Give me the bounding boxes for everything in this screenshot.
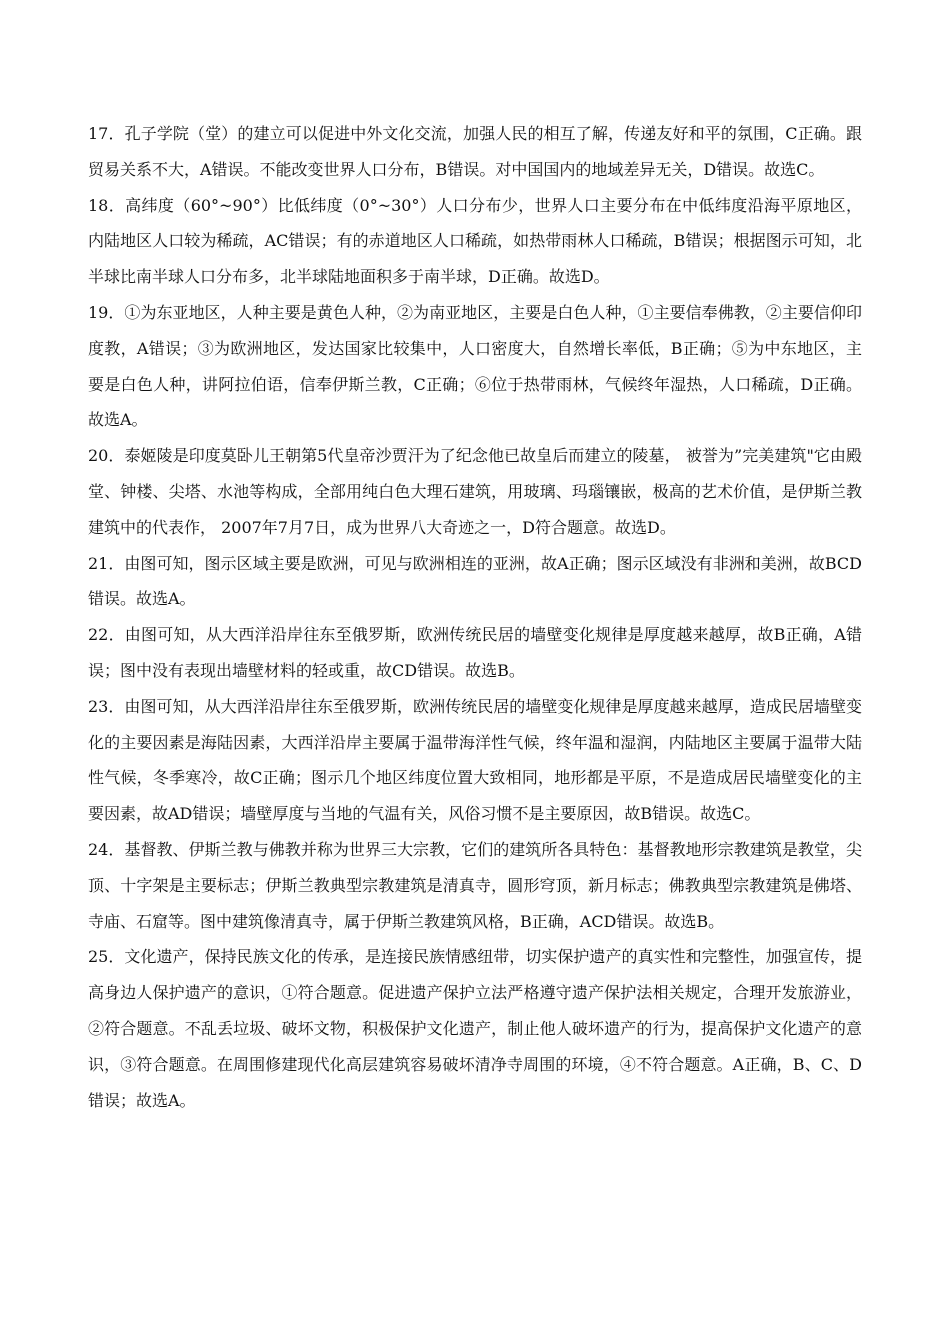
answer-list [88, 116, 862, 1118]
answer-23: 23．由图可知，从大西洋沿岸往东至俄罗斯，欧洲传统民居的墙壁变化规律是厚度越来越厚，造成民居墙壁变化的主要因素是海陆因素，大西洋沿岸主要属于温带海洋性气候，终年温和湿润，内陆地区主要属于温带大陆性气候，冬季寒冷，故C正确；图示几个地区纬度位置大致相同，地形都是平原，不是造成居民墙壁变化的主要因素，故AD错误；墙壁厚度与当地的气温有关，风俗习惯不是主要原因，故B错误。故选C。 [88, 696, 862, 824]
answer-22: 22．由图可知，从大西洋沿岸往东至俄罗斯，欧洲传统民居的墙壁变化规律是厚度越来越厚，故B正确，A错误；图中没有表现出墙壁材料的轻或重，故CD错误。故选B。 [88, 625, 862, 680]
answer-17: 17．孔子学院（堂）的建立可以促进中外文化交流，加强人民的相互了解，传递友好和平的氛围，C正确。跟贸易关系不大，A错误。不能改变世界人口分布，B错误。对中国国内的地域差异无关，D错误。故选C。 [88, 124, 862, 179]
answer-25: 25．文化遗产，保持民族文化的传承，是连接民族情感纽带，切实保护遗产的真实性和完整性，加强宣传，提高身边人保护遗产的意识，①符合题意。促进遗产保护立法严格遵守遗产保护法相关规定，合理开发旅游业，②符合题意。不乱丢垃圾、破坏文物，积极保护文化遗产，制止他人破坏遗产的行为，提高保护文化遗产的意识，③符合题意。在周围修建现代化高层建筑容易破坏清净寺周围的环境，④不符合题意。A正确，B、C、D错误；故选A。 [88, 947, 862, 1110]
answer-18: 18．高纬度（60°~90°）比低纬度（0°~30°）人口分布少，世界人口主要分布在中低纬度沿海平原地区，内陆地区人口较为稀疏，AC错误；有的赤道地区人口稀疏，如热带雨林人口稀疏，B错误；根据图示可知，北半球比南半球人口分布多，北半球陆地面积多于南半球，D正确。故选D。 [88, 195, 862, 287]
answer-24: 24．基督教、伊斯兰教与佛教并称为世界三大宗教，它们的建筑所各具特色：基督教地形宗教建筑是教堂，尖顶、十字架是主要标志；伊斯兰教典型宗教建筑是清真寺，圆形穹顶，新月标志；佛教典型宗教建筑是佛塔、寺庙、石窟等。图中建筑像清真寺，属于伊斯兰教建筑风格，B正确，ACD错误。故选B。 [88, 839, 862, 931]
answer-19: 19．①为东亚地区，人种主要是黄色人种，②为南亚地区，主要是白色人种，①主要信奉佛教，②主要信仰印度教，A错误；③为欧洲地区，发达国家比较集中，人口密度大，自然增长率低，B正确；⑤为中东地区，主要是白色人种，讲阿拉伯语，信奉伊斯兰教，C正确；⑥位于热带雨林，气候终年湿热，人口稀疏，D正确。故选A。 [88, 302, 862, 430]
answer-21: 21．由图可知，图示区域主要是欧洲，可见与欧洲相连的亚洲，故A正确；图示区域没有非洲和美洲，故BCD错误。故选A。 [88, 553, 862, 609]
answer-20: 20．泰姬陵是印度莫卧儿王朝第5代皇帝沙贾汗为了纪念他已故皇后而建立的陵墓， 被誉为”完美建筑"它由殿堂、钟楼、尖塔、水池等构成，全部用纯白色大理石建筑，用玻璃、玛瑙镶嵌，极高的艺术价值，是伊斯兰教建筑中的代表作， 2007年7月7日，成为世界八大奇迹之一，D符合题意。故选D。 [88, 446, 862, 537]
